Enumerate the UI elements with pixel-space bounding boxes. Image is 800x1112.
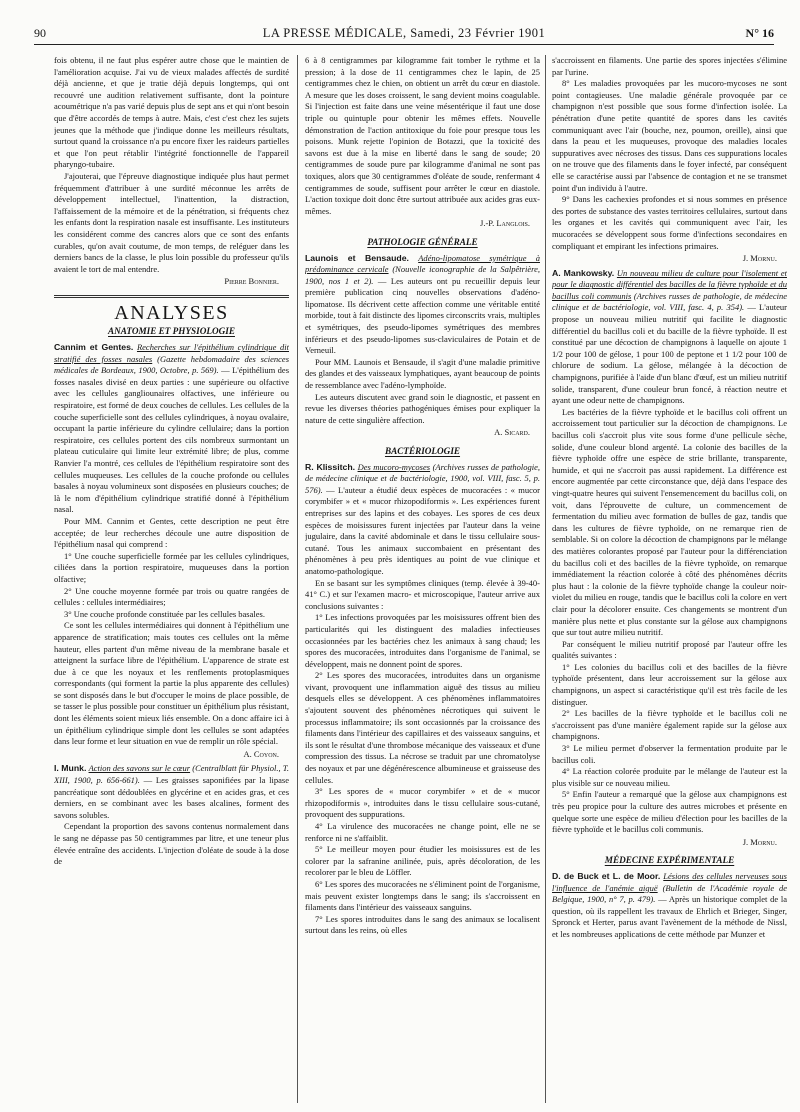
paragraph: 2° Les spores des mucoracées, introduites dans un organisme vivant, provoquent une inflammation aiguë des tissus au milieu desquels elles se développent. A ces phénomènes inflammatoires s'ajoutent souvent des phénomènes nécrotiques qui suivent le processus inflammatoire; ils sont occasionnés par la croissance des filaments dans l'intérieur des capillaires et des vaisseaux sanguins, et ils sont le résultat d'une thrombose mécanique des vaisseaux et d'une compression des tissus. La nécrose se traduit par une chromatolyse des noyaux et par une dégénérescence albumineuse et graisseuse des cellules. xyxy=(305,670,540,785)
abstract-entry xyxy=(305,462,540,578)
abstract-text: — Après un historique complet de la question, où ils rappellent les travaux de Ehrlich et Brieger, Singer, Spronck et Herter, parus avant l'avènement de la méthode de Nissl, et les nombreuses applications de cette méthode par Munzer et xyxy=(552,894,787,939)
paragraph: Pour MM. Cannim et Gentes, cette description ne peut être acceptée; de leur recherches découle une autre disposition de l'épithélium nasal qui comprend : xyxy=(54,515,289,550)
article-signature: A. Sicard. xyxy=(494,427,530,438)
journal-title: LA PRESSE MÉDICALE, Samedi, 23 Février 1901 xyxy=(262,26,546,40)
paragraph: Pour MM. Launois et Bensaude, il s'agit d'une maladie primitive des glandes et des vaisseaux lymphatiques, ayant beaucoup de points de ressemblance avec l'adéno-lymphoïde. xyxy=(305,356,540,391)
page-number: 90 xyxy=(34,26,46,40)
paragraph: 1° Les colonies du bacillus coli et des bacilles de la fièvre typhoïde présentent, dans leur accroissement sur la gélose aux champignons, un aspect si caractéristique qu'il est très facile de les distinguer. xyxy=(552,661,787,707)
abstract-text: — Les auteurs ont pu recueillir depuis leur première publication cinq nouvelles observations d'adéno-lipomatose. Ils décrivent cette affection comme une véritable entité morbide, tout à fait distincte des lipomes circonscrits vrais, multiples et symétriques, des pseudo-lipomes symétriques des membres inférieurs et des pseudo-lipomes sus-claviculaires de Potain et de Verneuil. xyxy=(305,275,540,356)
article-signature: J.-P. Langlois. xyxy=(480,218,530,229)
section-rule xyxy=(54,295,289,298)
paragraph: 1° Une couche superficielle formée par les cellules cylindriques, ciliées dans la portion respiratoire, muqueuses dans la portion olfactive; xyxy=(54,550,289,584)
paragraph: 1° Les infections provoquées par les moisissures offrent bien des particularités qui les distinguent des maladies infectieuses occasionnées par les bactéries chez les animaux à sang chaud; les spores des mucoracées, introduites dans l'organisme de l'animal, se développent, mais ne donnent point de spores. xyxy=(305,612,540,669)
paragraph: 3° Les spores de « mucor corymbifer » et de « mucor rhizopodiformis », introduites dans le tissu cellulaire sous-cutané, provoquent des suppurations. xyxy=(305,786,540,820)
abstract-text: — L'auteur a étudié deux espèces de mucoracées : « mucor corymbifer » et « mucor rhizopodiformis ». Les expériences furent entreprises sur des lapins et des cobayes. Les spores de ces deux espèces de moisissures furent injectées par l'auteur dans la veine jugulaire, dans la cavité abdominale et dans le tissu cellulaire sous-cutané. Tous les animaux succombaient en présentant des phénomènes à peu près identiques au point de vue clinique et anatomo-pathologique. xyxy=(305,484,540,576)
abstract-text: — L'auteur propose un nouveau milieu nutritif qui facilite le diagnostic différentiel du bacillus coli et du bacille de la fièvre typhoïde. Il est constitué par une décoction de champignons à laquelle on ajoute 1 1/2 pour 100 de gélose, 1 pour 100 de peptone et 1 1/2 pour 100 de chlorure de sodium. La gélose, mélangée à la décoction de champignons, purifiée à l'aide d'un blanc d'œuf, est un milieu nutritif solide, transparent, d'une couleur brun foncé, à réaction neutre et ayant une odeur nette de champignons. xyxy=(552,302,787,406)
page-header xyxy=(34,26,774,42)
abstract-author: I. Munk. xyxy=(54,763,87,774)
paragraph: 5° Le meilleur moyen pour étudier les moisissures est de les colorer par la safranine anilinée, puis, après décoloration, de les recolorer par le bleu de Löffler. xyxy=(305,844,540,878)
abstract-entry xyxy=(305,253,540,357)
issue-number: N° 16 xyxy=(745,26,774,40)
paragraph: fois obtenu, il ne faut plus espérer autre chose que le maintien de l'amélioration acquise. J'ai vu de vieux malades affectés de surdité déjà ancienne, et que je tratie déjà depuis longtemps, qui ont recouvré une audition relativement suffisante, dont la pointure acoumétrique n'a pas varié depuis plus de sept ans et qui n'ont besoin que d'être accordés de temps à autre. Mais, c'est c'est chez les sujets jeunes que la méthode que j'indique donne les meilleurs résultats, surtout quand la croissance n'a pu encore fixer les raideurs partielles et que l'on peut rétablir l'intégrité fonctionnelle de l'appareil pharyngo-tubaire. xyxy=(54,55,289,170)
abstract-source: (Archives russes de pathologie, de médecine clinique et de bactériologie, 1900, vol. VIII, fasc. 5, p. 576). xyxy=(305,461,540,495)
paragraph: 6° Les spores des mucoracées ne s'éliminent point de l'organisme, mais peuvent exister longtemps dans le sang; ils s'accroissent en filaments dans l'intérieur des vaisseaux sanguins. xyxy=(305,878,540,913)
paragraph: 8° Les maladies provoquées par les mucoro-mycoses ne sont point contagieuses. Une maladie générale provoquée par ce champignon n'est possible que sous forme d'infection isolée. La pénétration d'une petite quantité de spores dans les cavités communiquant avec l'air (bouche, nez, poumon, oreille), ainsi que dans la peau et les muqueuses, provoque des maladies locales suppuratives avec nécroses des tissus. Dans ces suppurations locales on ne trouve que des filaments dans le foyer infecté, par conséquent elle se caractérise aussi par l'absence de contagion et ne se transmet point d'un individu à l'autre. xyxy=(552,78,787,193)
column-left xyxy=(54,55,289,1105)
article-signature: J. Mornu. xyxy=(742,836,777,847)
paragraph: J'ajouterai, que l'épreuve diagnostique indiquée plus haut permet fréquemment d'attribuer à une surdité méconnue les arrêts de développement intellectuel, l'inattention, la distraction, l'affaissement de la mémoire et de la pénétration, si fréquents chez les enfants dont la respiration nasale est insuffisante. Les instituteurs les considérent comme des cancres alors que ce sont des enfants curables, qu'on avait coutume, de mon temps, de reléguer dans les derniers bancs de la classe, le plus loin possible du professeur qu'ils avaient le tort de mal entendre. xyxy=(54,170,289,274)
subsection-heading: BACTÉRIOLOGIE xyxy=(384,446,461,456)
abstract-entry xyxy=(552,268,787,407)
abstract-source: (Bulletin de l'Académie royale de Belgique, 1900, n° 7, p. 479). xyxy=(552,882,787,905)
paragraph: En se basant sur les symptômes cliniques (temp. élevée à 39-40-41° C.) et sur l'examen macro- et microscopique, l'auteur arrive aux conclusions suivantes : xyxy=(305,577,540,611)
subsection-heading: PATHOLOGIE GÉNÉRALE xyxy=(367,236,478,247)
subsection-heading: MÉDECINE EXPÉRIMENTALE xyxy=(604,855,735,866)
abstract-author: Cannim et Gentes. xyxy=(54,342,134,353)
paragraph: 2° Les bacilles de la fièvre typhoïde et le bacillus coli ne s'accroissent pas d'une manière également rapide sur la gélose aux champignons. xyxy=(552,708,787,742)
abstract-title: Adéno-lipomatose symétrique à prédominance cervicale xyxy=(305,252,540,275)
abstract-source: (Gazette hebdomadaire des sciences médicales de Bordeaux, 1900, Octobre, p. 569). xyxy=(54,353,289,376)
article-signature: J. Mornu. xyxy=(742,253,777,264)
header-rule xyxy=(34,44,774,45)
abstract-author: Launois et Bensaude. xyxy=(305,252,409,263)
column-divider-2 xyxy=(545,55,546,1103)
article-signature: Pierre Bonnier. xyxy=(224,276,279,287)
paragraph: 3° Une couche profonde constituée par les cellules basales. xyxy=(64,608,265,619)
abstract-entry xyxy=(54,763,289,821)
abstract-source: (Centralblatt für Physiol., T. XIII, 1900, p. 656-661). xyxy=(54,763,289,786)
column-divider-1 xyxy=(297,55,298,1103)
paragraph: 4° La réaction colorée produite par le mélange de l'auteur est la plus visible sur ce nouveau milieu. xyxy=(552,766,787,788)
paragraph: Ce sont les cellules intermédiaires qui donnent à l'épithélium une apparence de stratification; mais toutes ces cellules ont la même hauteur, elles partent d'un même niveau de la membrane basale et atteignent la surface libre de l'épithélium. L'apparence de strate est due à ce que les noyaux et les renflements protoplasmiques correspondants (qui forment la partie la plus apparente des cellules) se sont disposés dans le but d'occuper le moins de place possible, de se tasser le plus possible pour constituer un épithélium plus résistant, dont les éléments soient mieux liés ensemble. On a donc affaire ici à un épithélium cylindrique simple dont les cellules se sont adaptées dans leur forme et leur situation en vue de remplir un rôle spécial. xyxy=(54,620,289,747)
paragraph: 6 à 8 centigrammes par kilogramme fait tomber le rythme et la pression; à la dose de 11 centigrammes chez le lapin, de 25 centigrammes chez le chien, on obtient un arrêt du cœur en diastole. A mesure que les doses croissent, le sang devient moins coagulable. Si l'injection est faite dans une veine mésentérique il faut une dose triple ou quintuple pour obtenir les mêmes effets. Nouvelle démonstration de l'action antitoxique du foie pour presque tous les poisons. Munk rejette l'opinion de Botazzi, que la toxicité des savons est due à la mise en liberté dans le sang de soude; 20 centigrammes de soude pure par kilogramme d'animal ne sont pas toxiques, alors que 30 centigrammes d'oléate de soude, renfermant 4 centigrammes de soude, suffisent pour arrêter le cœur en diastole. L'action toxique doit donc être surtout attribuée aux acides gras eux-mêmes. xyxy=(305,55,540,216)
abstract-text: — L'épithélium des fosses nasales divisé en deux parties : une supérieure ou olfactive avec les cellules gangliounaires olfactives, une inférieure ou respiratoire, est formé de deux couches de cellules. Les cellules de la couche superficielle sont des cellules cylindriques, à noyau ovalaire, occupant la partie inférieure du cylindre cellulaire; dans la portion respiratoire, ces cellules portent des cils nombreux surmontant un plateau cuticulaire qui limite leur extrémité libre; de plus, comme Ranvier l'a montré, ces cellules de l'épithélium respiratoire sont des cellules muqueuses. Les cellules de la couche profonde ou cellules basales à noyau volumineux sont disposées en plusieurs couches; de là le nom d'épithélium cylindrique stratifié donné à l'épithélium nasal. xyxy=(54,365,289,515)
abstract-title: Lésions des cellules nerveuses sous l'influence de l'anémie aiguë xyxy=(552,870,787,893)
abstract-entry xyxy=(552,871,787,941)
abstract-source: (Archives russes de pathologie, de médecine clinique et de bactériologie, vol. VIII, fasc. 4, p. 354). xyxy=(552,290,787,313)
subsection-heading: ANATOMIE ET PHYSIOLOGIE xyxy=(108,326,235,337)
abstract-author: R. Klissitch. xyxy=(305,461,356,472)
paragraph: Par conséquent le milieu nutritif proposé par l'auteur offre les qualités suivantes : xyxy=(552,638,787,661)
article-signature: A. Coyon. xyxy=(243,748,279,759)
abstract-source: (Nouvelle iconographie de la Salpêtrière, 1900, nos 1 et 2). xyxy=(305,264,540,286)
paragraph: Cependant la proportion des savons contenus normalement dans le sang ne dépasse pas 50 centigrammes par litre, et une teneur plus élevée entraîne des accidents. L'injection d'oléate de soude à la dose de xyxy=(54,821,289,867)
paragraph: Les bactéries de la fièvre typhoïde et le bacillus coli offrent un accroissement tout particulier sur la décoction de champignons. Le bacillus coli s'accroit plus vite sous forme d'une pellicule sèche, solide, d'une couleur blond argenté. La colonie des bacilles de la fièvre typhoïde offre une espèce de strie brillante, transparente, humide, et qui ne s'accroit pas aussi rapidement. La différence est encore augmentée par cette circonstance que, déjà dans l'espace des vingt-quatre heures qui suivent l'ensemencement du bacillus coli, on voit, dans l'éprouvette de culture, un commencement de fermentation du milieu avec formation de bulles de gaz, tandis que dans les cultures de fièvre typhoïde, on ne remarque rien de semblable. Si on colore la décoction de champignons par le mélange des matières colorantes proposé par l'auteur pour la différenciation du bacillus coli et des bacilles de la fièvre typhoïde, on remarque immédiatement la réaction colorée à côté des phénomènes décrits plus haut : la colonie de la fièvre typhoïde change la couleur noir-violet du milieu en rouge, tandis que le bacillus coli la colore en vert clair pour la décolorer ensuite. Ces changements se montrent d'un manière plus nette et plus constante sur la gélose aux champignons que sur tout autre milieu nutritif. xyxy=(552,406,787,638)
abstract-entry xyxy=(54,342,289,516)
abstract-title: Un nouveau milieu de culture pour l'isolement et pour le diagnostic différentiel des bacilles de la fièvre typhoïde et du bacillus coli communis xyxy=(552,267,787,301)
column-right xyxy=(552,55,787,1105)
abstract-title: Action des savons sur le cœur xyxy=(88,763,191,774)
abstract-title: Recherches sur l'épithélium cylindrique dit stratifié des fosses nasales xyxy=(54,342,289,364)
section-heading: ANALYSES xyxy=(114,301,229,324)
paragraph: s'accroissent en filaments. Une partie des spores injectées s'élimine par l'urine. xyxy=(552,55,787,77)
paragraph: 5° Enfin l'auteur a remarqué que la gélose aux champignons est très peu propice pour la culture des autres microbes et présente en quelque sorte une espèce de milieu d'élection pour les bacilles de la fièvre typhoïde et le bacillus coli communis. xyxy=(552,789,787,835)
abstract-text: — Les graisses saponifiées par la lipase pancréatique sont dédoublées en glycérine et en acides gras, et ces derniers, en se combinant avec les bases alcalines, forment des savons solubles. xyxy=(54,775,289,820)
abstract-author: A. Mankowsky. xyxy=(552,267,615,278)
column-middle xyxy=(305,55,540,1105)
abstract-title: Des mucoro-mycoses xyxy=(357,461,431,472)
paragraph: 2° Une couche moyenne formée par trois ou quatre rangées de cellules : cellules intermédiaires; xyxy=(54,585,289,608)
paragraph: 4° La virulence des mucoracées ne change point, elle ne se renforce ni ne s'affaiblit. xyxy=(305,821,540,843)
paragraph: 9° Dans les cachexies profondes et si nous sommes en présence des portes de substance des vastes territoires cellulaires, surtout dans les organes et les cavités qui communiquent avec l'air, les mucoracées se développent sous forme d'infections secondaires en compliquant et empirant les infections primaires. xyxy=(552,194,787,251)
abstract-author: D. de Buck et L. de Moor. xyxy=(552,870,661,881)
paragraph: Les auteurs discutent avec grand soin le diagnostic, et passent en revue les diverses théories pathogéniques émises pour expliquer la nature de cette singulière affection. xyxy=(305,391,540,425)
paragraph: 3° Le milieu permet d'observer la fermentation produite par le bacillus coli. xyxy=(552,743,787,765)
paragraph: 7° Les spores introduites dans le sang des animaux se localisent surtout dans les reins, où elles xyxy=(305,913,540,936)
